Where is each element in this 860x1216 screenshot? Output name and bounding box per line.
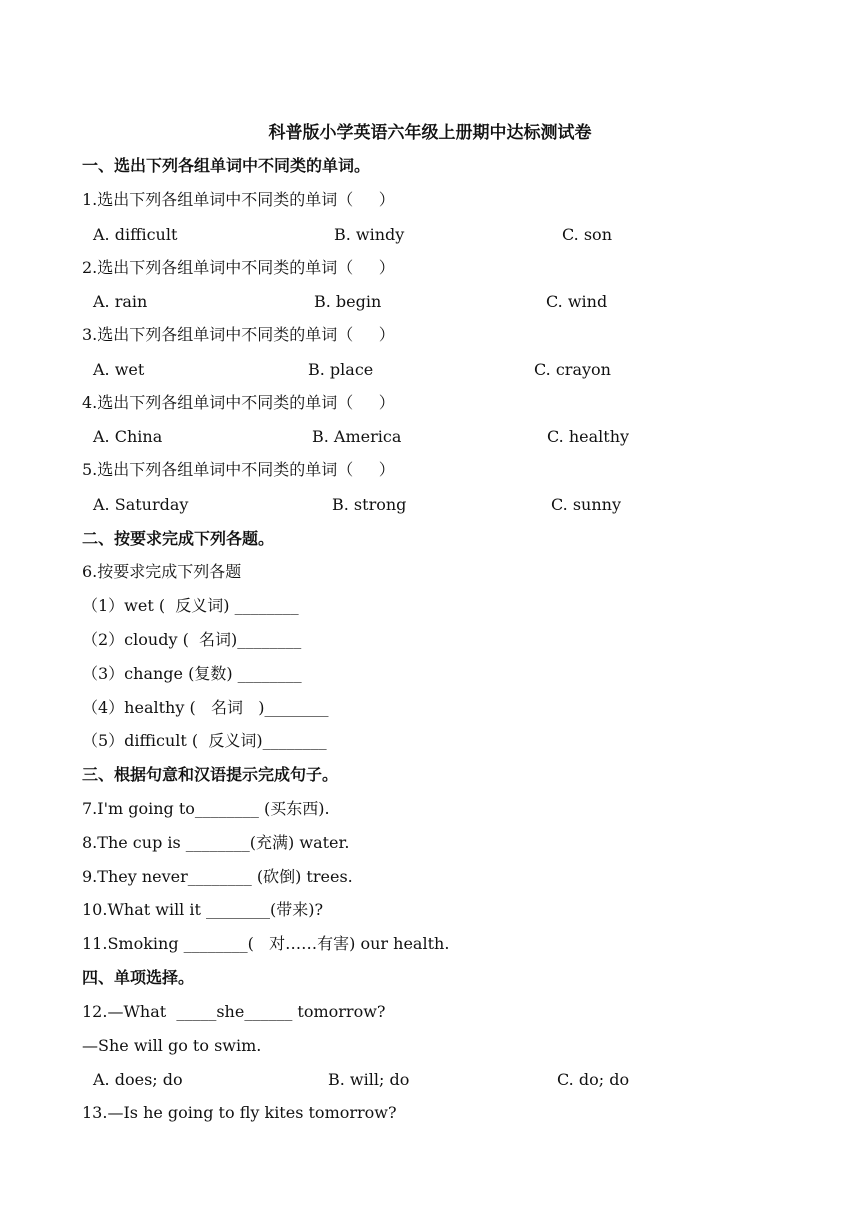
question-12-option-c: C. do; do	[557, 1070, 630, 1089]
question-12-option-a: A. does; do	[93, 1070, 183, 1089]
question-4-option-a: A. China	[93, 427, 163, 446]
question-13-stem: 13.—Is he going to fly kites tomorrow?	[82, 1103, 397, 1122]
question-9: 9.They never________ (砍倒) trees.	[82, 867, 353, 886]
question-3-option-a: A. wet	[93, 360, 145, 379]
question-2-stem: 2.选出下列各组单词中不同类的单词（ ）	[82, 258, 395, 277]
question-6-item: （4）healthy ( 名词 )________	[82, 698, 329, 717]
question-2-option-b: B. begin	[314, 292, 382, 311]
question-3-stem: 3.选出下列各组单词中不同类的单词（ ）	[82, 325, 395, 344]
question-5-option-b: B. strong	[332, 495, 407, 514]
question-5-stem: 5.选出下列各组单词中不同类的单词（ ）	[82, 460, 395, 479]
question-1-stem: 1.选出下列各组单词中不同类的单词（ ）	[82, 190, 395, 209]
question-1-option-a: A. difficult	[93, 225, 178, 244]
question-4-option-c: C. healthy	[547, 427, 630, 446]
question-1-option-b: B. windy	[334, 225, 405, 244]
question-12-line2: —She will go to swim.	[82, 1036, 262, 1055]
question-3-option-c: C. crayon	[534, 360, 611, 379]
section-heading-4: 四、单项选择。	[82, 968, 195, 987]
question-3-option-b: B. place	[308, 360, 374, 379]
question-2-option-c: C. wind	[546, 292, 608, 311]
question-6-item: （1）wet ( 反义词) ________	[82, 596, 299, 615]
section-heading-2: 二、按要求完成下列各题。	[82, 529, 275, 548]
section-heading-1: 一、选出下列各组单词中不同类的单词。	[82, 156, 371, 175]
question-12-stem: 12.—What _____she______ tomorrow?	[82, 1002, 386, 1021]
question-11: 11.Smoking ________( 对……有害) our health.	[82, 934, 450, 953]
question-12-option-b: B. will; do	[328, 1070, 410, 1089]
question-6-item: （3）change (复数) ________	[82, 664, 302, 683]
question-2-option-a: A. rain	[93, 292, 148, 311]
question-5-option-a: A. Saturday	[93, 495, 189, 514]
question-6-item: （5）difficult ( 反义词)________	[82, 731, 327, 750]
question-5-option-c: C. sunny	[551, 495, 622, 514]
question-1-option-c: C. son	[562, 225, 612, 244]
page-title: 科普版小学英语六年级上册期中达标测试卷	[268, 123, 592, 143]
question-10: 10.What will it ________(带来)?	[82, 900, 324, 919]
question-6-stem: 6.按要求完成下列各题	[82, 562, 242, 581]
question-4-option-b: B. America	[312, 427, 402, 446]
section-heading-3: 三、根据句意和汉语提示完成句子。	[82, 765, 339, 784]
question-6-item: （2）cloudy ( 名词)________	[82, 630, 302, 649]
question-8: 8.The cup is ________(充满) water.	[82, 833, 350, 852]
question-4-stem: 4.选出下列各组单词中不同类的单词（ ）	[82, 393, 395, 412]
question-7: 7.I'm going to________ (买东西).	[82, 799, 330, 818]
